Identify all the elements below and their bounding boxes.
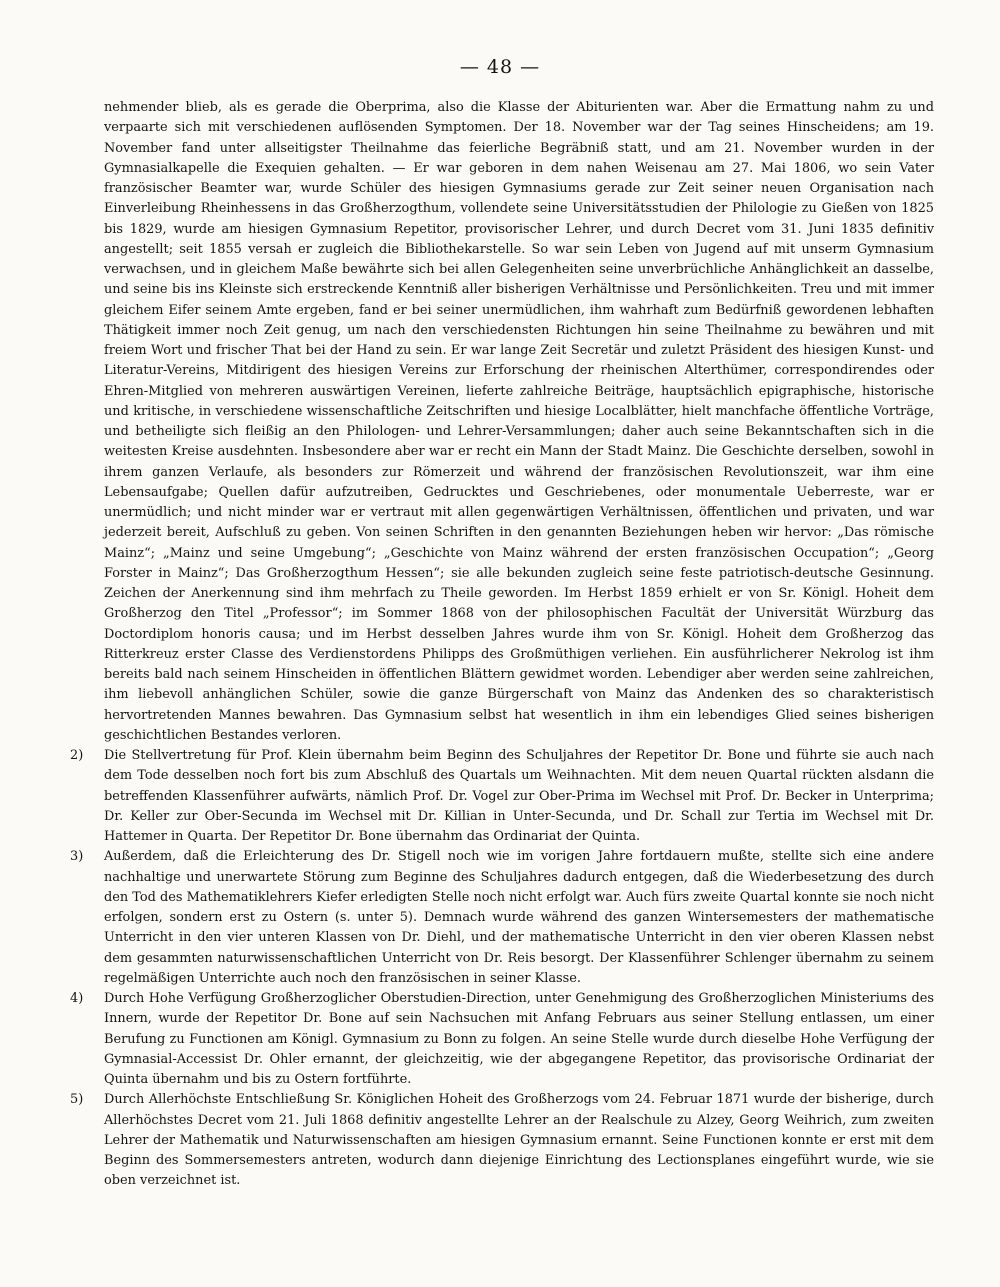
list-item-number: 4) bbox=[70, 991, 84, 1006]
body-text bbox=[70, 98, 934, 1192]
list-item-2 bbox=[70, 746, 934, 847]
list-item-text: Außerdem, daß die Erleichterung des Dr. Stigell noch wie im vorigen Jahre fortdauern mußte, stellte sich eine andere nachhaltige und unerwartete Störung zum Beginne des Schuljahres dadurch entgegen, daß die Wiederbesetzung des durch den Tod des Mathematiklehrers Kiefer erledigten Stelle noch nicht erfolgt war. Auch fürs zweite Quartal konnte sie noch nicht erfolgen, sondern erst zu Ostern (s. unter 5). Demnach wurde während des ganzen Wintersemesters der mathematische Unterricht in den vier unteren Klassen von Dr. Diehl, und der mathematische Unterricht in den vier oberen Klassen nebst dem gesammten naturwissenschaftlichen Unterricht von Dr. Reis besorgt. Der Klassenführer Schlenger übernahm zu seinem regelmäßigen Unterrichte auch noch den französischen in seiner Klasse. bbox=[104, 849, 934, 986]
list-item-number: 2) bbox=[70, 748, 84, 763]
list-item-5 bbox=[70, 1090, 934, 1191]
page-number: — 48 — bbox=[459, 56, 541, 78]
list-item-number: 5) bbox=[70, 1092, 84, 1108]
list-item-4 bbox=[70, 989, 934, 1090]
list-item-3 bbox=[70, 847, 934, 989]
continuation-paragraph: nehmender blieb, als es gerade die Oberprima, also die Klasse der Abiturienten war. Aber die Ermattung nahm zu und verpaarte sich mit verschiedenen auflösenden Symptomen. Der 18. November war der Tag seines Hinscheidens; am 19. November fand unter allseitigster Theilnahme das feierliche Begräbniß statt, und am 21. November wurden in der Gymnasialkapelle die Exequien gehalten. — Er war geboren in dem nahen Weisenau am 27. Mai 1806, wo sein Vater französischer Beamter war, wurde Schüler des hiesigen Gymnasiums gerade zur Zeit seiner neuen Organisation nach Einverleibung Rheinhessens in das Großherzogthum, vollendete seine Universitätsstudien der Philologie zu Gießen von 1825 bis 1829, wurde am hiesigen Gymnasium Repetitor, provisorischer Lehrer, und durch Decret vom 31. Juni 1835 definitiv angestellt; seit 1855 versah er zugleich die Bibliothekarstelle. So war sein Leben von Jugend auf mit unserm Gymnasium verwachsen, und in gleichem Maße bewährte sich bei allen Gelegenheiten seine unverbrüchliche Anhänglichkeit an dasselbe, und seine bis ins Kleinste sich erstreckende Kenntniß aller bisherigen Verhältnisse und Persönlichkeiten. Treu und mit immer gleichem Eifer seinem Amte ergeben, fand er bei seiner unermüdlichen, ihm wahrhaft zum Bedürfniß gewordenen lebhaften Thätigkeit immer noch Zeit genug, um nach den verschiedensten Richtungen hin seine Theilnahme zu bewähren und mit freiem Wort und frischer That bei der Hand zu sein. Er war lange Zeit Secretär und zuletzt Präsident des hiesigen Kunst- und Literatur-Vereins, Mitdirigent des hiesigen Vereins zur Erforschung der rheinischen Alterthümer, correspondirendes oder Ehren-Mitglied von mehreren auswärtigen Vereinen, lieferte zahlreiche Beiträge, hauptsächlich epigraphische, historische und kritische, in verschiedene wissenschaftliche Zeitschriften und hiesige Localblätter, hielt manchfache öffentliche Vorträge, und betheiligte sich fleißig an den Philologen- und Lehrer-Versammlungen; daher auch seine Bekanntschaften sich in die weitesten Kreise ausdehnten. Insbesondere aber war er recht ein Mann der Stadt Mainz. Die Geschichte derselben, sowohl in ihrem ganzen Verlaufe, als besonders zur Römerzeit und während der französischen Revolutionszeit, war ihm eine Lebensaufgabe; Quellen dafür aufzutreiben, Gedrucktes und Geschriebenes, oder monumentale Ueberreste, war er unermüdlich; und nicht minder war er vertraut mit allen gegenwärtigen Verhältnissen, öffentlichen und privaten, und war jederzeit bereit, Aufschluß zu geben. Von seinen Schriften in den genannten Beziehungen heben wir hervor: „Das römische Mainz“; „Mainz und seine Umgebung“; „Geschichte von Mainz während der ersten französischen Occupation“; „Georg Forster in Mainz“; Das Großherzogthum Hessen“; sie alle bekunden zugleich seine feste patriotisch-deutsche Gesinnung. Zeichen der Anerkennung sind ihm mehrfach zu Theile geworden. Im Herbst 1859 erhielt er von Sr. Königl. Hoheit dem Großherzog den Titel „Professor“; im Sommer 1868 von der philosophischen Facultät der Universität Würzburg das Doctordiplom honoris causa; und im Herbst desselben Jahres wurde ihm von Sr. Königl. Hoheit dem Großherzog das Ritterkreuz erster Classe des Verdienstordens Philipps des Großmüthigen verliehen. Ein ausführlicherer Nekrolog ist ihm bereits bald nach seinem Hinscheiden in öffentlichen Blättern gewidmet worden. Lebendiger aber werden seine zahlreichen, ihm liebevoll anhänglichen Schüler, sowie die ganze Bürgerschaft von Mainz das Andenken des so charakteristisch hervortretenden Mannes bewahren. Das Gymnasium selbst hat wesentlich in ihm ein lebendiges Glied seines bisherigen geschichtlichen Bestandes verloren. bbox=[104, 100, 934, 743]
list-item-text: Durch Allerhöchste Entschließung Sr. Königlichen Hoheit des Großherzogs vom 24. Februar 1871 wurde der bisherige, durch Allerhöchstes Decret vom 21. Juli 1868 definitiv angestellte Lehrer an der Realschule zu Alzey, Georg Weihrich, zum zweiten Lehrer der Mathematik und Naturwissenschaften am hiesigen Gymnasium ernannt. Seine Functionen konnte er erst mit dem Beginn des Sommersemesters antreten, wodurch dann diejenige Einrichtung des Lectionsplanes eingeführt wurde, wie sie oben verzeichnet ist. bbox=[104, 1092, 934, 1189]
list-item-text: Durch Hohe Verfügung Großherzoglicher Oberstudien-Direction, unter Genehmigung des Großherzoglichen Ministeriums des Innern, wurde der Repetitor Dr. Bone auf sein Nachsuchen mit Anfang Februars aus seiner Stellung entlassen, um einer Berufung zu Functionen am Königl. Gymnasium zu Bonn zu folgen. An seine Stelle wurde durch dieselbe Hohe Verfügung der Gymnasial-Accessist Dr. Ohler ernannt, der gleichzeitig, wie der abgegangene Repetitor, das provisorische Ordinariat der Quinta übernahm und bis zu Ostern fortführte. bbox=[104, 991, 934, 1087]
list-item-number: 3) bbox=[70, 849, 84, 865]
list-item-text: Die Stellvertretung für Prof. Klein übernahm beim Beginn des Schuljahres der Repetitor Dr. Bone und führte sie auch nach dem Tode desselben noch fort bis zum Abschluß des Quartals um Weihnachten. Mit dem neuen Quartal rückten alsdann die betreffenden Klassenführer aufwärts, nämlich Prof. Dr. Vogel zur Ober-Prima im Wechsel mit Prof. Dr. Becker in Unterprima; Dr. Keller zur Ober-Secunda im Wechsel mit Dr. Killian in Unter-Secunda, und Dr. Schall zur Tertia im Wechsel mit Dr. Hattemer in Quarta. Der Repetitor Dr. Bone übernahm das Ordinariat der Quinta. bbox=[104, 748, 934, 844]
